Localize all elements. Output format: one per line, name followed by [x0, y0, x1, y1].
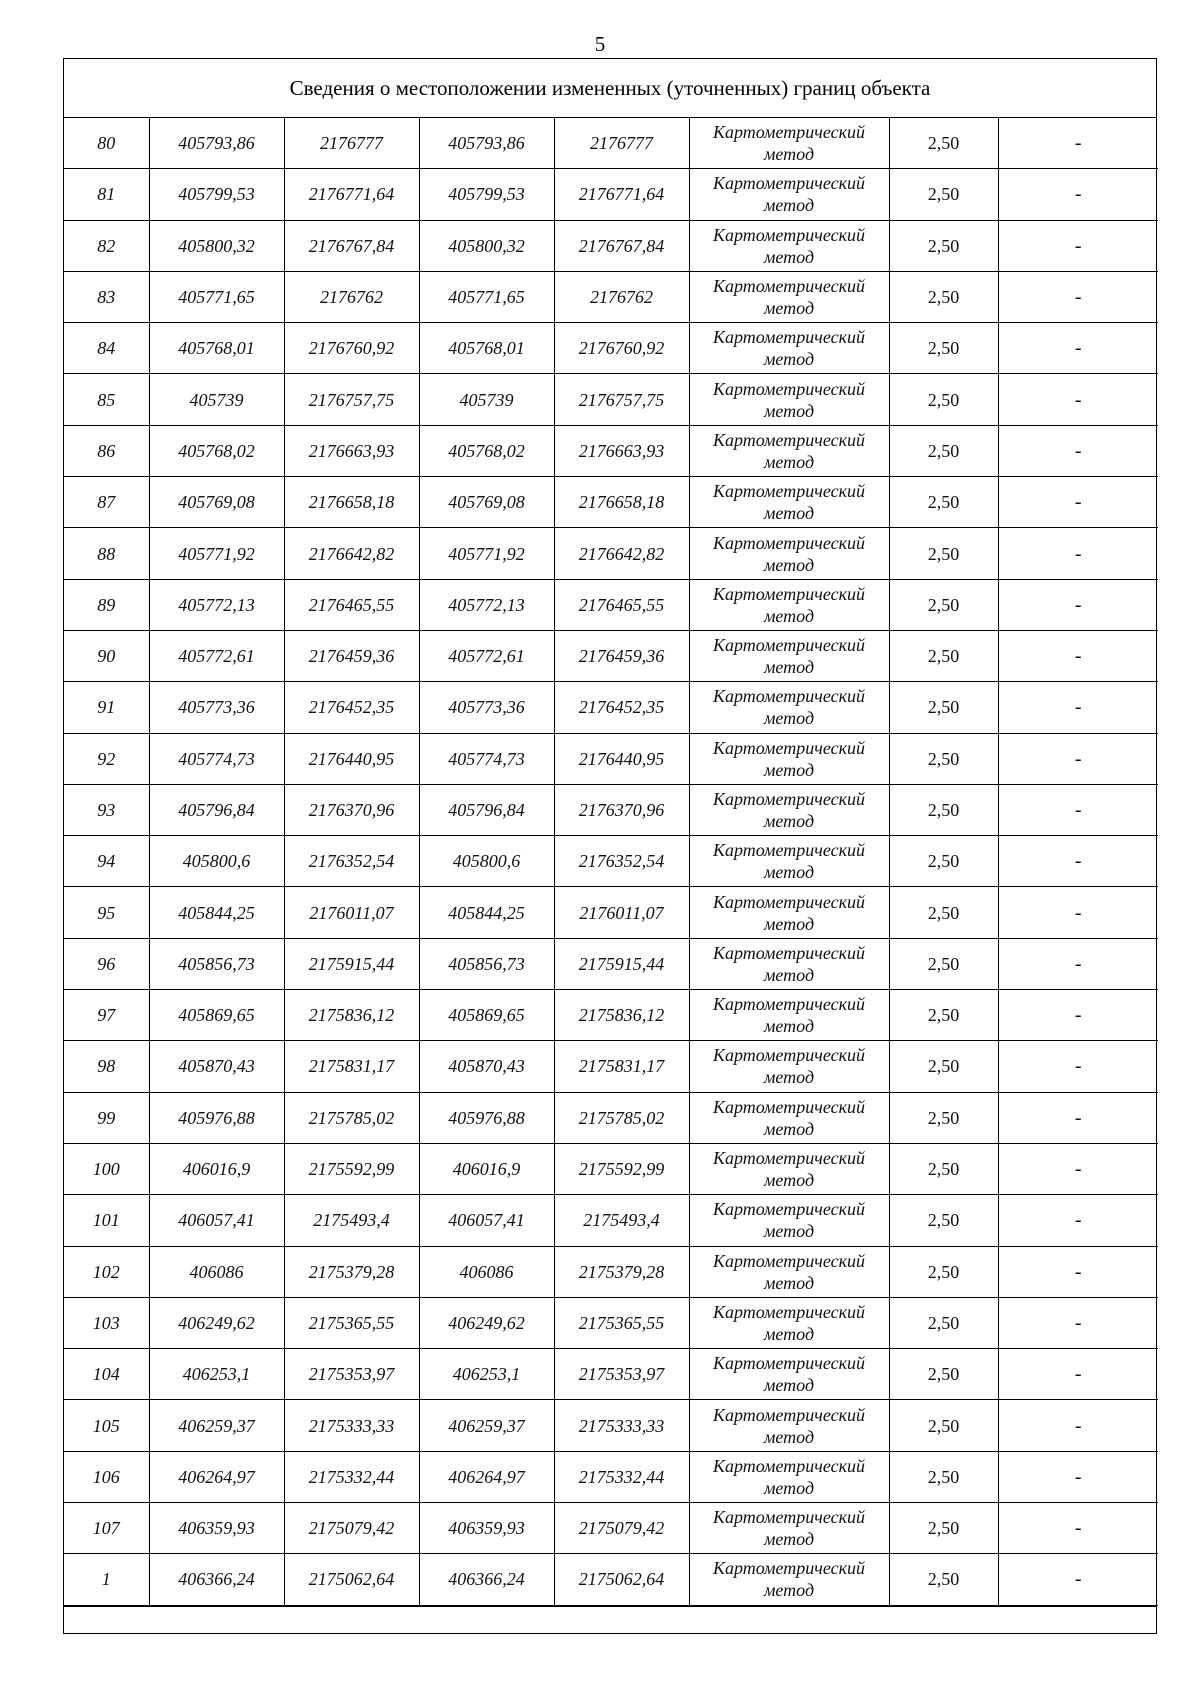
existing-y-cell: 2176352,54 — [284, 836, 419, 887]
existing-y-cell: 2175592,99 — [284, 1143, 419, 1194]
existing-x-cell: 405796,84 — [149, 784, 284, 835]
point-number-cell: 89 — [64, 579, 149, 630]
refined-x-cell: 405844,25 — [419, 887, 554, 938]
existing-y-cell: 2175836,12 — [284, 990, 419, 1041]
boundary-table-sheet — [63, 58, 1157, 1634]
method-cell — [689, 990, 889, 1041]
existing-y-cell: 2175062,64 — [284, 1554, 419, 1605]
existing-x-cell: 406253,1 — [149, 1349, 284, 1400]
method-text: Картометрический метод — [712, 173, 865, 216]
refined-y-cell: 2176767,84 — [554, 220, 689, 271]
existing-y-cell: 2175785,02 — [284, 1092, 419, 1143]
existing-y-cell: 2175079,42 — [284, 1503, 419, 1554]
refined-y-cell: 2176658,18 — [554, 477, 689, 528]
refined-x-cell: 406249,62 — [419, 1297, 554, 1348]
existing-x-cell: 405768,02 — [149, 425, 284, 476]
method-text: Картометрический метод — [712, 891, 865, 934]
refined-x-cell: 405772,61 — [419, 630, 554, 681]
method-cell — [689, 220, 889, 271]
refined-y-cell: 2175836,12 — [554, 990, 689, 1041]
table-row — [64, 1349, 1158, 1400]
method-cell — [689, 733, 889, 784]
refined-y-cell: 2175333,33 — [554, 1400, 689, 1451]
refined-y-cell: 2175915,44 — [554, 938, 689, 989]
method-text: Картометрический метод — [712, 532, 865, 575]
method-cell — [689, 887, 889, 938]
refined-y-cell: 2175493,4 — [554, 1195, 689, 1246]
method-cell — [689, 1400, 889, 1451]
refined-x-cell: 405768,02 — [419, 425, 554, 476]
note-cell: - — [998, 1143, 1158, 1194]
note-cell: - — [998, 1400, 1158, 1451]
refined-x-cell: 405774,73 — [419, 733, 554, 784]
existing-y-cell: 2176757,75 — [284, 374, 419, 425]
refined-y-cell: 2176760,92 — [554, 323, 689, 374]
existing-y-cell: 2175353,97 — [284, 1349, 419, 1400]
refined-y-cell: 2176663,93 — [554, 425, 689, 476]
refined-x-cell: 405800,32 — [419, 220, 554, 271]
method-text: Картометрический метод — [712, 378, 865, 421]
point-number-cell: 91 — [64, 682, 149, 733]
note-cell: - — [998, 1554, 1158, 1605]
table-row — [64, 836, 1158, 887]
note-cell: - — [998, 118, 1158, 169]
accuracy-cell: 2,50 — [889, 682, 998, 733]
table-row — [64, 323, 1158, 374]
existing-x-cell: 405793,86 — [149, 118, 284, 169]
method-cell — [689, 1143, 889, 1194]
existing-x-cell: 405774,73 — [149, 733, 284, 784]
point-number-cell: 103 — [64, 1297, 149, 1348]
accuracy-cell: 2,50 — [889, 1143, 998, 1194]
table-row — [64, 1195, 1158, 1246]
refined-x-cell: 405768,01 — [419, 323, 554, 374]
method-text: Картометрический метод — [712, 481, 865, 524]
table-row — [64, 1554, 1158, 1605]
refined-x-cell: 406264,97 — [419, 1451, 554, 1502]
point-number-cell: 93 — [64, 784, 149, 835]
refined-y-cell: 2176370,96 — [554, 784, 689, 835]
refined-x-cell: 405796,84 — [419, 784, 554, 835]
point-number-cell: 82 — [64, 220, 149, 271]
method-cell — [689, 579, 889, 630]
existing-x-cell: 405771,92 — [149, 528, 284, 579]
existing-x-cell: 406366,24 — [149, 1554, 284, 1605]
method-text: Картометрический метод — [712, 840, 865, 883]
accuracy-cell: 2,50 — [889, 1451, 998, 1502]
method-cell — [689, 1349, 889, 1400]
table-title: Сведения о местоположении измененных (уточненных) границ объекта — [64, 59, 1156, 118]
accuracy-cell: 2,50 — [889, 836, 998, 887]
refined-y-cell: 2176352,54 — [554, 836, 689, 887]
existing-y-cell: 2176658,18 — [284, 477, 419, 528]
point-number-cell: 85 — [64, 374, 149, 425]
note-cell: - — [998, 938, 1158, 989]
table-row — [64, 374, 1158, 425]
point-number-cell: 81 — [64, 169, 149, 220]
existing-y-cell: 2176459,36 — [284, 630, 419, 681]
method-text: Картометрический метод — [712, 583, 865, 626]
accuracy-cell: 2,50 — [889, 1503, 998, 1554]
table-row — [64, 1246, 1158, 1297]
refined-x-cell: 406086 — [419, 1246, 554, 1297]
note-cell: - — [998, 323, 1158, 374]
existing-x-cell: 406359,93 — [149, 1503, 284, 1554]
method-cell — [689, 374, 889, 425]
refined-y-cell: 2176777 — [554, 118, 689, 169]
existing-x-cell: 405769,08 — [149, 477, 284, 528]
existing-x-cell: 405976,88 — [149, 1092, 284, 1143]
existing-y-cell: 2176767,84 — [284, 220, 419, 271]
method-cell — [689, 938, 889, 989]
point-number-cell: 99 — [64, 1092, 149, 1143]
existing-y-cell: 2176762 — [284, 271, 419, 322]
existing-y-cell: 2176452,35 — [284, 682, 419, 733]
point-number-cell: 80 — [64, 118, 149, 169]
accuracy-cell: 2,50 — [889, 784, 998, 835]
refined-y-cell: 2176452,35 — [554, 682, 689, 733]
method-text: Картометрический метод — [712, 1404, 865, 1447]
refined-x-cell: 406253,1 — [419, 1349, 554, 1400]
existing-x-cell: 405773,36 — [149, 682, 284, 733]
method-cell — [689, 1503, 889, 1554]
table-row — [64, 220, 1158, 271]
method-cell — [689, 477, 889, 528]
point-number-cell: 106 — [64, 1451, 149, 1502]
refined-y-cell: 2175831,17 — [554, 1041, 689, 1092]
refined-x-cell: 405739 — [419, 374, 554, 425]
coordinates-table — [64, 118, 1158, 1606]
table-row — [64, 938, 1158, 989]
method-cell — [689, 425, 889, 476]
accuracy-cell: 2,50 — [889, 630, 998, 681]
refined-y-cell: 2176459,36 — [554, 630, 689, 681]
point-number-cell: 94 — [64, 836, 149, 887]
accuracy-cell: 2,50 — [889, 990, 998, 1041]
note-cell: - — [998, 1503, 1158, 1554]
existing-y-cell: 2175379,28 — [284, 1246, 419, 1297]
existing-x-cell: 406264,97 — [149, 1451, 284, 1502]
accuracy-cell: 2,50 — [889, 477, 998, 528]
method-text: Картометрический метод — [712, 686, 865, 729]
point-number-cell: 98 — [64, 1041, 149, 1092]
existing-x-cell: 406259,37 — [149, 1400, 284, 1451]
refined-x-cell: 406366,24 — [419, 1554, 554, 1605]
accuracy-cell: 2,50 — [889, 1195, 998, 1246]
note-cell: - — [998, 374, 1158, 425]
point-number-cell: 100 — [64, 1143, 149, 1194]
note-cell: - — [998, 528, 1158, 579]
refined-x-cell: 405856,73 — [419, 938, 554, 989]
point-number-cell: 105 — [64, 1400, 149, 1451]
note-cell: - — [998, 733, 1158, 784]
refined-x-cell: 405771,92 — [419, 528, 554, 579]
table-row — [64, 1400, 1158, 1451]
method-text: Картометрический метод — [712, 1148, 865, 1191]
refined-y-cell: 2175379,28 — [554, 1246, 689, 1297]
refined-x-cell: 405799,53 — [419, 169, 554, 220]
accuracy-cell: 2,50 — [889, 169, 998, 220]
existing-x-cell: 405856,73 — [149, 938, 284, 989]
note-cell: - — [998, 630, 1158, 681]
refined-y-cell: 2175785,02 — [554, 1092, 689, 1143]
point-number-cell: 86 — [64, 425, 149, 476]
accuracy-cell: 2,50 — [889, 579, 998, 630]
existing-y-cell: 2176663,93 — [284, 425, 419, 476]
method-text: Картометрический метод — [712, 1353, 865, 1396]
point-number-cell: 1 — [64, 1554, 149, 1605]
existing-y-cell: 2175365,55 — [284, 1297, 419, 1348]
refined-x-cell: 405769,08 — [419, 477, 554, 528]
table-row — [64, 1451, 1158, 1502]
note-cell: - — [998, 784, 1158, 835]
note-cell: - — [998, 1246, 1158, 1297]
table-row — [64, 271, 1158, 322]
note-cell: - — [998, 836, 1158, 887]
accuracy-cell: 2,50 — [889, 887, 998, 938]
method-text: Картометрический метод — [712, 276, 865, 319]
table-footer-row — [64, 1606, 1156, 1633]
existing-x-cell: 405869,65 — [149, 990, 284, 1041]
note-cell: - — [998, 887, 1158, 938]
method-cell — [689, 682, 889, 733]
refined-y-cell: 2176011,07 — [554, 887, 689, 938]
table-row — [64, 579, 1158, 630]
refined-y-cell: 2175353,97 — [554, 1349, 689, 1400]
refined-x-cell: 405772,13 — [419, 579, 554, 630]
method-text: Картометрический метод — [712, 635, 865, 678]
refined-y-cell: 2175079,42 — [554, 1503, 689, 1554]
refined-y-cell: 2175062,64 — [554, 1554, 689, 1605]
method-text: Картометрический метод — [712, 327, 865, 370]
point-number-cell: 95 — [64, 887, 149, 938]
note-cell: - — [998, 220, 1158, 271]
note-cell: - — [998, 1092, 1158, 1143]
accuracy-cell: 2,50 — [889, 220, 998, 271]
refined-y-cell: 2176465,55 — [554, 579, 689, 630]
page-number: 5 — [594, 32, 606, 56]
existing-y-cell: 2176440,95 — [284, 733, 419, 784]
method-cell — [689, 784, 889, 835]
note-cell: - — [998, 1451, 1158, 1502]
table-row — [64, 630, 1158, 681]
table-row — [64, 118, 1158, 169]
refined-x-cell: 405870,43 — [419, 1041, 554, 1092]
table-row — [64, 169, 1158, 220]
method-cell — [689, 118, 889, 169]
table-row — [64, 682, 1158, 733]
point-number-cell: 102 — [64, 1246, 149, 1297]
note-cell: - — [998, 990, 1158, 1041]
existing-y-cell: 2175915,44 — [284, 938, 419, 989]
existing-x-cell: 405800,6 — [149, 836, 284, 887]
method-text: Картометрический метод — [712, 737, 865, 780]
refined-y-cell: 2176771,64 — [554, 169, 689, 220]
refined-y-cell: 2176762 — [554, 271, 689, 322]
method-cell — [689, 1554, 889, 1605]
method-cell — [689, 630, 889, 681]
point-number-cell: 87 — [64, 477, 149, 528]
method-cell — [689, 1297, 889, 1348]
existing-y-cell: 2175831,17 — [284, 1041, 419, 1092]
refined-y-cell: 2175332,44 — [554, 1451, 689, 1502]
note-cell: - — [998, 1297, 1158, 1348]
existing-x-cell: 406249,62 — [149, 1297, 284, 1348]
method-cell — [689, 1246, 889, 1297]
note-cell: - — [998, 477, 1158, 528]
method-text: Картометрический метод — [712, 789, 865, 831]
existing-y-cell: 2176465,55 — [284, 579, 419, 630]
table-row — [64, 1503, 1158, 1554]
note-cell: - — [998, 579, 1158, 630]
existing-y-cell: 2176760,92 — [284, 323, 419, 374]
point-number-cell: 83 — [64, 271, 149, 322]
method-cell — [689, 271, 889, 322]
table-row — [64, 1041, 1158, 1092]
method-text: Картометрический метод — [712, 1250, 865, 1293]
method-text: Картометрический метод — [712, 1558, 865, 1601]
existing-x-cell: 405768,01 — [149, 323, 284, 374]
refined-x-cell: 405793,86 — [419, 118, 554, 169]
existing-y-cell: 2175332,44 — [284, 1451, 419, 1502]
method-cell — [689, 836, 889, 887]
existing-x-cell: 405772,61 — [149, 630, 284, 681]
method-text: Картометрический метод — [712, 994, 865, 1037]
point-number-cell: 84 — [64, 323, 149, 374]
note-cell: - — [998, 1349, 1158, 1400]
existing-y-cell: 2175493,4 — [284, 1195, 419, 1246]
table-row — [64, 528, 1158, 579]
existing-x-cell: 405844,25 — [149, 887, 284, 938]
accuracy-cell: 2,50 — [889, 1297, 998, 1348]
existing-y-cell: 2176777 — [284, 118, 419, 169]
table-row — [64, 784, 1158, 835]
accuracy-cell: 2,50 — [889, 1400, 998, 1451]
refined-y-cell: 2175365,55 — [554, 1297, 689, 1348]
table-row — [64, 1297, 1158, 1348]
method-cell — [689, 1195, 889, 1246]
note-cell: - — [998, 169, 1158, 220]
refined-y-cell: 2175592,99 — [554, 1143, 689, 1194]
existing-y-cell: 2176642,82 — [284, 528, 419, 579]
accuracy-cell: 2,50 — [889, 1041, 998, 1092]
existing-x-cell: 405870,43 — [149, 1041, 284, 1092]
method-text: Картометрический метод — [712, 429, 865, 472]
accuracy-cell: 2,50 — [889, 271, 998, 322]
method-text: Картометрический метод — [712, 122, 865, 165]
point-number-cell: 88 — [64, 528, 149, 579]
method-text: Картометрический метод — [712, 1096, 865, 1139]
refined-x-cell: 405869,65 — [419, 990, 554, 1041]
table-row — [64, 477, 1158, 528]
point-number-cell: 96 — [64, 938, 149, 989]
existing-y-cell: 2176011,07 — [284, 887, 419, 938]
existing-x-cell: 405800,32 — [149, 220, 284, 271]
point-number-cell: 90 — [64, 630, 149, 681]
refined-x-cell: 405976,88 — [419, 1092, 554, 1143]
existing-x-cell: 405739 — [149, 374, 284, 425]
point-number-cell: 92 — [64, 733, 149, 784]
table-row — [64, 887, 1158, 938]
method-text: Картометрический метод — [712, 224, 865, 267]
existing-y-cell: 2175333,33 — [284, 1400, 419, 1451]
accuracy-cell: 2,50 — [889, 1554, 998, 1605]
refined-x-cell: 405773,36 — [419, 682, 554, 733]
method-text: Картометрический метод — [712, 1301, 865, 1344]
table-row — [64, 733, 1158, 784]
point-number-cell: 107 — [64, 1503, 149, 1554]
accuracy-cell: 2,50 — [889, 118, 998, 169]
existing-x-cell: 406016,9 — [149, 1143, 284, 1194]
existing-x-cell: 406057,41 — [149, 1195, 284, 1246]
method-cell — [689, 1451, 889, 1502]
method-text: Картометрический метод — [712, 1199, 865, 1242]
method-cell — [689, 323, 889, 374]
method-text: Картометрический метод — [712, 942, 865, 985]
existing-y-cell: 2176370,96 — [284, 784, 419, 835]
accuracy-cell: 2,50 — [889, 528, 998, 579]
note-cell: - — [998, 682, 1158, 733]
refined-x-cell: 406016,9 — [419, 1143, 554, 1194]
table-body — [64, 118, 1158, 1605]
method-cell — [689, 1041, 889, 1092]
refined-x-cell: 406359,93 — [419, 1503, 554, 1554]
refined-y-cell: 2176757,75 — [554, 374, 689, 425]
table-row — [64, 990, 1158, 1041]
accuracy-cell: 2,50 — [889, 938, 998, 989]
method-text: Картометрический метод — [712, 1507, 865, 1550]
note-cell: - — [998, 1195, 1158, 1246]
accuracy-cell: 2,50 — [889, 425, 998, 476]
refined-y-cell: 2176440,95 — [554, 733, 689, 784]
accuracy-cell: 2,50 — [889, 1246, 998, 1297]
existing-x-cell: 406086 — [149, 1246, 284, 1297]
accuracy-cell: 2,50 — [889, 1092, 998, 1143]
method-text: Картометрический метод — [712, 1455, 865, 1498]
method-cell — [689, 169, 889, 220]
existing-y-cell: 2176771,64 — [284, 169, 419, 220]
table-row — [64, 425, 1158, 476]
refined-x-cell: 406057,41 — [419, 1195, 554, 1246]
method-cell — [689, 528, 889, 579]
accuracy-cell: 2,50 — [889, 374, 998, 425]
existing-x-cell: 405771,65 — [149, 271, 284, 322]
existing-x-cell: 405772,13 — [149, 579, 284, 630]
accuracy-cell: 2,50 — [889, 733, 998, 784]
note-cell: - — [998, 271, 1158, 322]
table-row — [64, 1092, 1158, 1143]
refined-x-cell: 406259,37 — [419, 1400, 554, 1451]
note-cell: - — [998, 425, 1158, 476]
point-number-cell: 101 — [64, 1195, 149, 1246]
table-row — [64, 1143, 1158, 1194]
point-number-cell: 104 — [64, 1349, 149, 1400]
note-cell: - — [998, 1041, 1158, 1092]
existing-x-cell: 405799,53 — [149, 169, 284, 220]
refined-y-cell: 2176642,82 — [554, 528, 689, 579]
refined-x-cell: 405800,6 — [419, 836, 554, 887]
method-text: Картометрический метод — [712, 1045, 865, 1088]
accuracy-cell: 2,50 — [889, 323, 998, 374]
refined-x-cell: 405771,65 — [419, 271, 554, 322]
accuracy-cell: 2,50 — [889, 1349, 998, 1400]
method-cell — [689, 1092, 889, 1143]
point-number-cell: 97 — [64, 990, 149, 1041]
